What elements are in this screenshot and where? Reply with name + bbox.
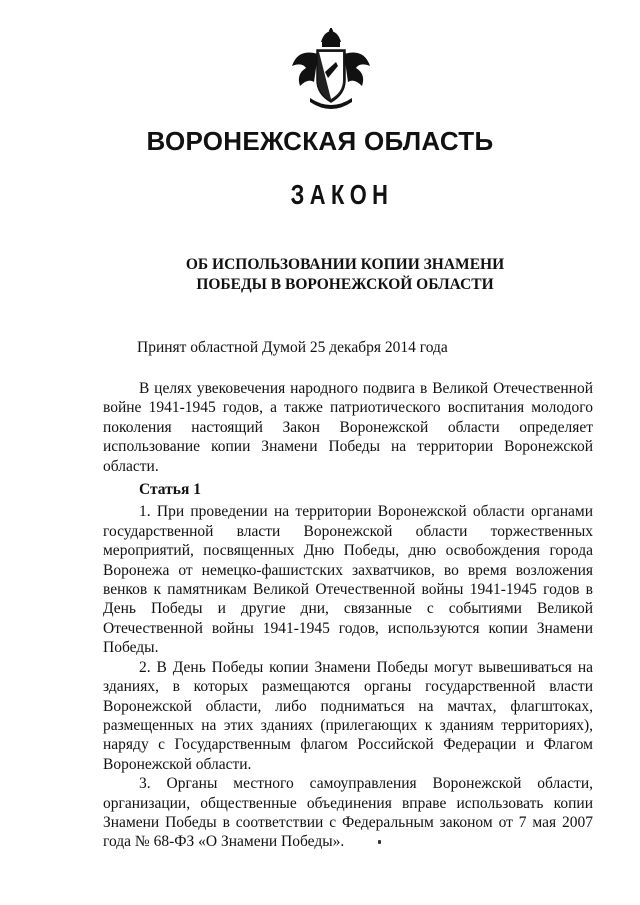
article-item-1: 1. При проведении на территории Воронежской области органами государственной власти Воронежской области торжественных мероприятий, посвященных Дню Победы, дню освобождения города Воронежа от немецко-фашистских захватчиков, во время возложения венков к памятникам Великой Отечественной войны 1941-1945 годов в День Победы и другие дни, связанные с событиями Великой Отечественной войны 1941-1945 годов, используются копии Знамени Победы. (103, 503, 593, 657)
scan-dot (378, 840, 381, 844)
law-body (103, 379, 593, 852)
region-title: ВОРОНЕЖСКАЯ ОБЛАСТЬ (146, 126, 494, 156)
article-item-2: 2. В День Победы копии Знамени Победы могут вывешиваться на зданиях, в которых размещаются органы государственной власти Воронежской области, либо подниматься на мачтах, флагштоках, размещенных на этих зданиях (прилегающих к зданиям территориях), наряду с Государственным флагом Российской Федерации и Флагом Воронежской области. (103, 658, 593, 773)
subtitle-line-2: ПОБЕДЫ В ВОРОНЕЖСКОЙ ОБЛАСТИ (196, 276, 494, 293)
subtitle-line-1: ОБ ИСПОЛЬЗОВАНИИ КОПИИ ЗНАМЕНИ (185, 256, 505, 273)
coat-of-arms-icon (288, 28, 374, 112)
article-item-3: 3. Органы местного самоуправления Воронежской области, организации, общественные объединения вправе использовать копии Знамени Победы в соответствии с Федеральным законом от 7 мая 2007 года № 68-ФЗ «О Знамени Победы». (103, 775, 593, 851)
article-title: Статья 1 (139, 481, 201, 499)
preamble-paragraph: В целях увековечения народного подвига в Великой Отечественной войне 1941-1945 годов, а также патриотического воспитания молодого поколения настоящий Закон Воронежской области определяет использование копии Знамени Победы на территории Воронежской области. (103, 380, 593, 475)
adoption-date: Принят областной Думой 25 декабря 2014 года (137, 339, 448, 356)
law-subtitle (0, 255, 640, 295)
law-title: ЗАКОН (290, 179, 394, 210)
